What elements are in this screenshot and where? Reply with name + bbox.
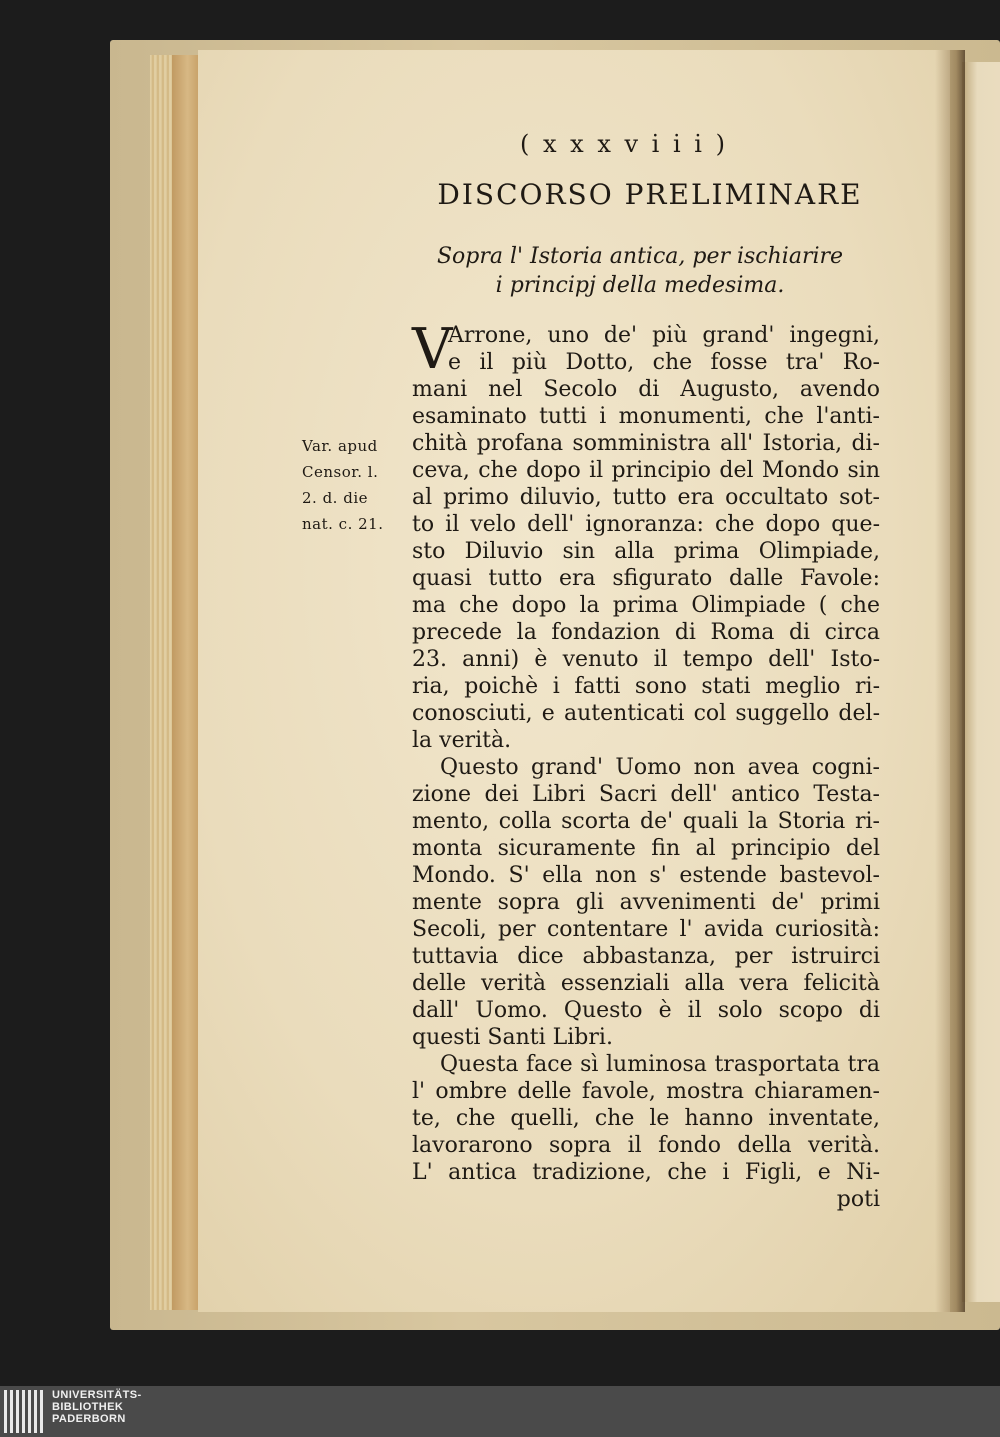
library-name-line: UNIVERSITÄTS- [52, 1389, 142, 1401]
body-text [412, 317, 880, 1213]
body-line: to il velo dell' ignoranza: che dopo que- [412, 512, 880, 537]
subtitle [410, 242, 870, 300]
page-edges-shadow [172, 55, 198, 1310]
body-line: sto Diluvio sin alla prima Olimpiade, [412, 539, 880, 564]
body-line: mento, colla scorta de' quali la Storia ri- [412, 809, 880, 834]
body-line: 23. anni) è venuto il tempo dell' Isto- [412, 647, 880, 672]
body-line: te, che quelli, che le hanno inventate, [412, 1106, 880, 1131]
body-line: ceva, che dopo il principio del Mondo sin [412, 458, 880, 483]
marginal-note-line: Censor. l. [302, 463, 379, 481]
body-line: Arrone, uno de' più grand' ingegni, [448, 323, 880, 348]
library-logo-icon [4, 1390, 44, 1433]
marginal-note [302, 433, 410, 537]
marginal-note-line: nat. c. 21. [302, 515, 384, 533]
page-gutter [935, 50, 965, 1312]
subtitle-line: i principj della medesima. [495, 273, 785, 298]
facing-page-edge [962, 62, 1000, 1302]
body-line: tuttavia dice abbastanza, per istruirci [412, 944, 880, 969]
body-line: esaminato tutti i monumenti, che l'anti- [412, 404, 880, 429]
marginal-note-line: 2. d. die [302, 489, 368, 507]
body-line: al primo diluvio, tutto era occultato sot- [412, 485, 880, 510]
body-line: la verità. [412, 728, 512, 753]
body-line: mani nel Secolo di Augusto, avendo [412, 377, 880, 402]
footer-bar [0, 1386, 1000, 1437]
marginal-note-line: Var. apud [302, 437, 378, 455]
body-line: L' antica tradizione, che i Figli, e Ni- [412, 1160, 880, 1185]
body-line: e il più Dotto, che fosse tra' Ro- [448, 350, 880, 375]
subtitle-line: Sopra l' Istoria antica, per ischiarire [436, 244, 844, 269]
body-line: conosciuti, e autenticati col suggello del- [412, 701, 880, 726]
body-line: lavorarono sopra il fondo della verità. [412, 1133, 880, 1158]
body-line: Secoli, per contentare l' avida curiosità: [412, 917, 880, 942]
page-title: DISCORSO PRELIMINARE [437, 178, 863, 211]
body-line: Questa face sì luminosa trasportata tra [440, 1052, 880, 1077]
body-line: quasi tutto era sfigurato dalle Favole: [412, 566, 880, 591]
body-line: Questo grand' Uomo non avea cogni- [440, 755, 880, 780]
body-line: delle verità essenziali alla vera felicità [412, 971, 880, 996]
body-line: zione dei Libri Sacri dell' antico Testa- [412, 782, 880, 807]
body-line: chità profana somministra all' Istoria, di- [412, 431, 880, 456]
drop-cap: V [412, 317, 453, 382]
library-name-line: PADERBORN [52, 1413, 126, 1425]
body-line: mente sopra gli avvenimenti de' primi [412, 890, 880, 915]
body-line: questi Santi Libri. [412, 1025, 613, 1050]
body-line: dall' Uomo. Questo è il solo scopo di [412, 998, 880, 1023]
body-line: precede la fondazion di Roma di circa [412, 620, 880, 645]
library-name-line: BIBLIOTHEK [52, 1401, 124, 1413]
running-head: ( x x x v i i i ) [520, 130, 728, 158]
body-line: ria, poichè i fatti sono stati meglio ri- [412, 674, 880, 699]
catchword: poti [836, 1187, 880, 1212]
body-line: ma che dopo la prima Olimpiade ( che [412, 593, 880, 618]
body-line: monta sicuramente fin al principio del [412, 836, 880, 861]
body-line: Mondo. S' ella non s' estende bastevol- [412, 863, 880, 888]
library-name [52, 1389, 142, 1425]
body-line: l' ombre delle favole, mostra chiaramen- [412, 1079, 880, 1104]
